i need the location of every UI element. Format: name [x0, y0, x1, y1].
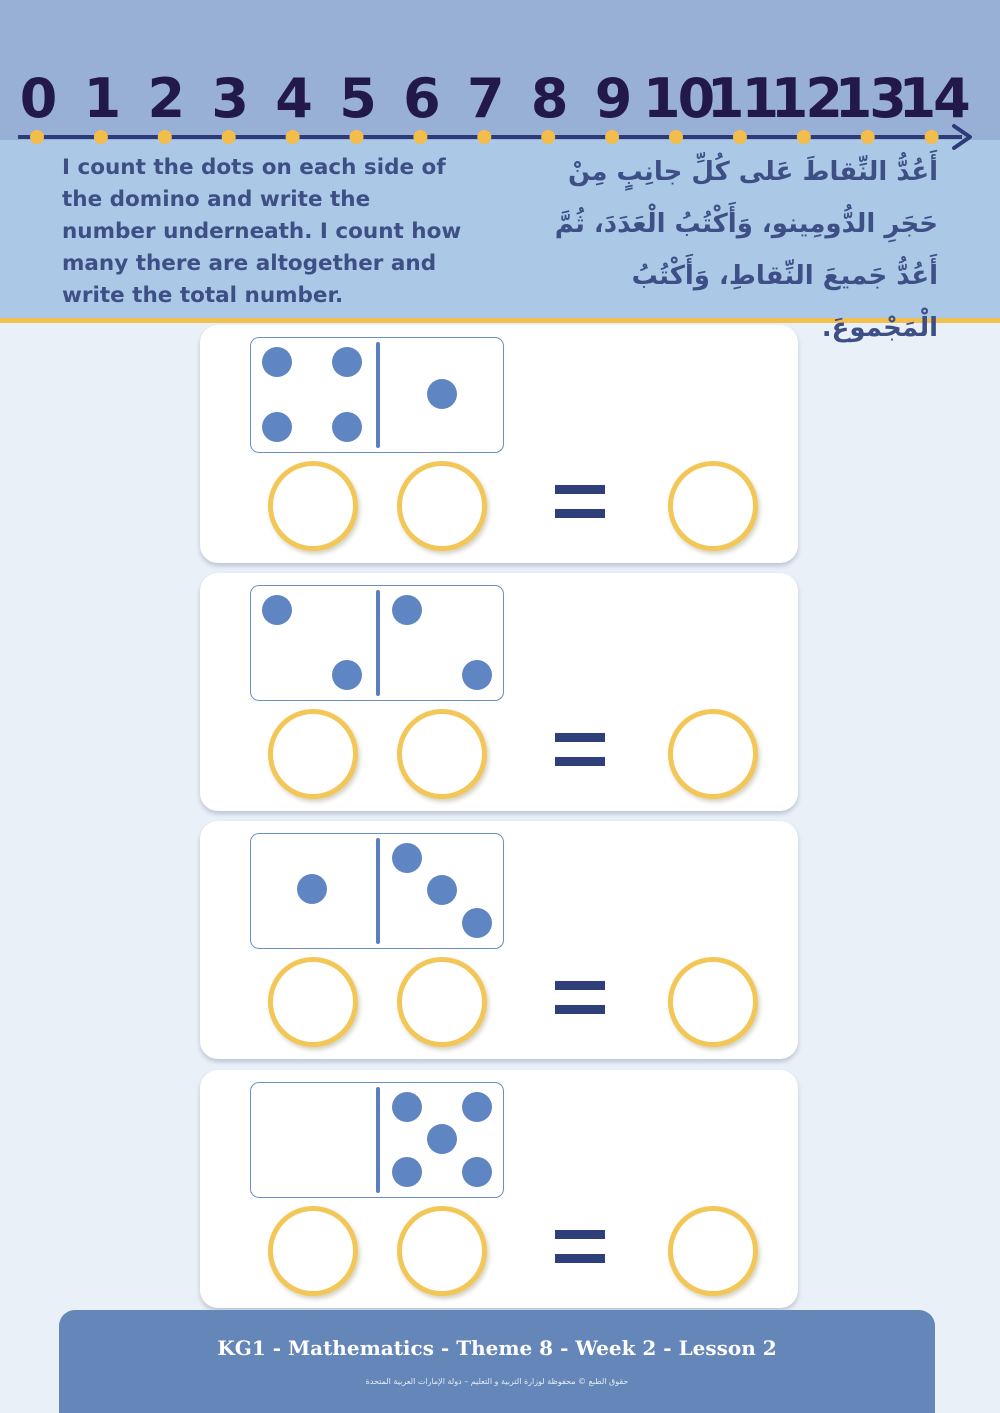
- domino: [250, 1082, 504, 1198]
- right-count-circle[interactable]: [397, 461, 487, 551]
- footer-title: KG1 - Mathematics - Theme 8 - Week 2 - Lesson 2: [217, 1336, 777, 1360]
- domino-dot-right: [392, 1092, 422, 1122]
- equals-sign-bar: [555, 981, 605, 990]
- exercise-card: [200, 821, 798, 1059]
- domino-dot-left: [297, 874, 327, 904]
- domino-dot-right: [462, 908, 492, 938]
- footer: [59, 1310, 935, 1413]
- number-label-3: 3: [211, 67, 246, 130]
- equals-sign-bar: [555, 1005, 605, 1014]
- domino-dot-right: [392, 595, 422, 625]
- domino-divider: [376, 590, 380, 696]
- domino-dot-right: [462, 1157, 492, 1187]
- domino-dot-left: [262, 412, 292, 442]
- equals-sign-bar: [555, 1230, 605, 1239]
- exercise-card: [200, 1070, 798, 1308]
- domino-divider: [376, 838, 380, 944]
- right-count-circle[interactable]: [397, 957, 487, 1047]
- domino-divider: [376, 1087, 380, 1193]
- domino: [250, 833, 504, 949]
- number-label-2: 2: [147, 67, 183, 130]
- left-count-circle[interactable]: [268, 957, 358, 1047]
- instruction-arabic: أَعُدُّ النِّقاطَ عَلى كُلِّ جانِبٍ مِنْ حَجَرِ الدُّومِينو، وَأَكْتُبُ الْعَدَدَ، ثُمَّ أَعُدُّ جَميعَ النِّقاطِ، وَأَكْتُبُ الْمَجْموعَ.: [554, 157, 938, 343]
- equals-sign-bar: [555, 733, 605, 742]
- equals-sign-bar: [555, 485, 605, 494]
- domino-dot-right: [462, 1092, 492, 1122]
- domino: [250, 585, 504, 701]
- domino-divider: [376, 342, 380, 448]
- instruction-english: I count the dots on each side of the domino and write the number underneath. I count how many there are altogether and write the total number.: [62, 155, 462, 308]
- left-count-circle[interactable]: [268, 1206, 358, 1296]
- domino-dot-left: [262, 347, 292, 377]
- number-label-13: 13: [834, 67, 904, 130]
- domino-dot-right: [427, 1124, 457, 1154]
- domino-dot-left: [332, 660, 362, 690]
- total-circle[interactable]: [668, 1206, 758, 1296]
- domino-dot-left: [262, 595, 292, 625]
- domino-dot-right: [427, 875, 457, 905]
- equals-sign-bar: [555, 757, 605, 766]
- left-count-circle[interactable]: [268, 461, 358, 551]
- equals-sign-bar: [555, 1254, 605, 1263]
- right-count-circle[interactable]: [397, 1206, 487, 1296]
- domino-dot-left: [332, 412, 362, 442]
- domino-dot-left: [332, 347, 362, 377]
- number-label-5: 5: [339, 67, 374, 130]
- total-circle[interactable]: [668, 957, 758, 1047]
- right-count-circle[interactable]: [397, 709, 487, 799]
- domino-dot-right: [392, 1157, 422, 1187]
- domino-dot-right: [392, 843, 422, 873]
- left-count-circle[interactable]: [268, 709, 358, 799]
- exercise-card: [200, 573, 798, 811]
- number-label-8: 8: [530, 67, 566, 130]
- exercise-card: [200, 325, 798, 563]
- domino: [250, 337, 504, 453]
- number-label-6: 6: [403, 67, 438, 130]
- number-label-1: 1: [83, 67, 119, 130]
- number-label-0: 0: [19, 67, 55, 130]
- number-label-9: 9: [594, 67, 630, 130]
- number-label-14: 14: [898, 67, 968, 130]
- number-label-12: 12: [770, 67, 840, 130]
- domino-dot-right: [427, 379, 457, 409]
- number-label-10: 10: [643, 67, 713, 130]
- number-label-4: 4: [275, 67, 310, 130]
- number-label-11: 11: [706, 67, 777, 130]
- equals-sign-bar: [555, 509, 605, 518]
- number-label-7: 7: [467, 67, 502, 130]
- total-circle[interactable]: [668, 709, 758, 799]
- total-circle[interactable]: [668, 461, 758, 551]
- footer-copyright: حقوق الطبع © محفوظة لوزارة التربية و التعليم – دولة الإمارات العربية المتحدة: [365, 1377, 629, 1386]
- domino-dot-right: [462, 660, 492, 690]
